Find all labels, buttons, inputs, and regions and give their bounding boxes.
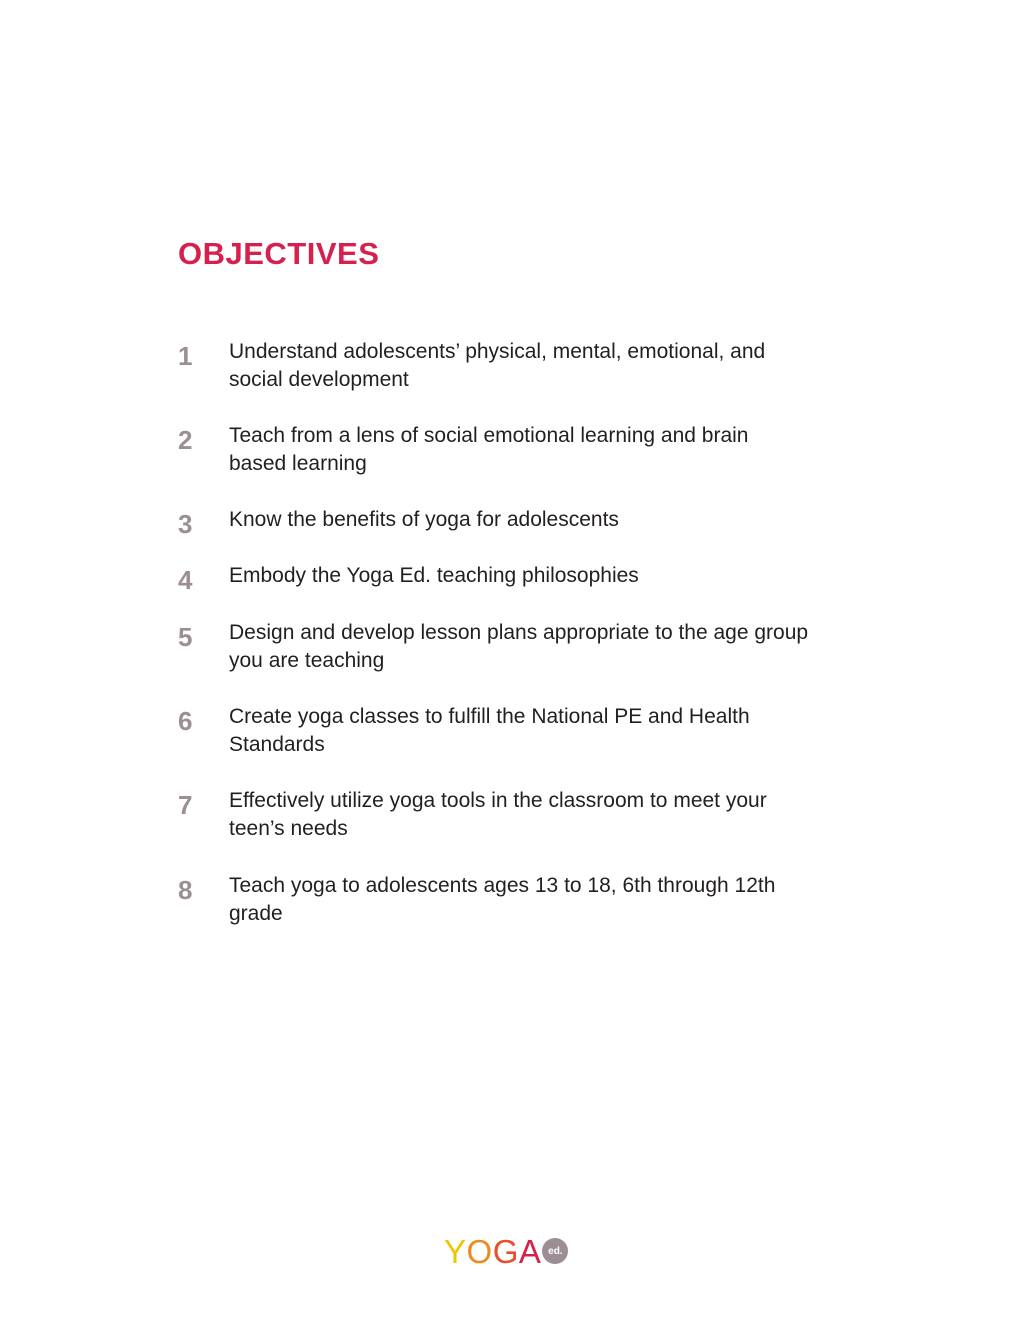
objective-number: 6 <box>178 706 193 736</box>
objective-text: Know the beneﬁts of yoga for adolescents <box>229 508 619 531</box>
objective-number: 4 <box>178 565 193 595</box>
objective-text: Effectively utilize yoga tools in the classroom to meet your teen’s needs <box>229 789 767 840</box>
objective-number: 1 <box>178 341 193 371</box>
logo-letter-y: Y <box>444 1233 467 1270</box>
objective-text: Teach yoga to adolescents ages 13 to 18, 6th through 12th grade <box>229 874 776 925</box>
logo-letter-o: O <box>466 1233 493 1270</box>
objective-number: 8 <box>178 875 193 905</box>
logo-badge: ed. <box>542 1238 568 1264</box>
logo-letter-g: G <box>492 1233 519 1270</box>
objective-text: Design and develop lesson plans appropriate to the age group you are teaching <box>229 621 809 672</box>
objective-text: Embody the Yoga Ed. teaching philosophies <box>229 564 639 587</box>
page-title: OBJECTIVES <box>178 236 380 271</box>
objective-number: 3 <box>178 509 193 539</box>
objective-number: 5 <box>178 622 193 652</box>
objective-text: Teach from a lens of social emotional learning and brain based learning <box>229 424 749 475</box>
objective-text: Understand adolescents’ physical, mental, emotional, and social development <box>229 340 766 391</box>
yoga-ed-logo <box>444 1234 568 1270</box>
objective-number: 2 <box>178 425 193 455</box>
objective-number: 7 <box>178 790 193 820</box>
objective-text: Create yoga classes to fulﬁll the National PE and Health Standards <box>229 705 750 756</box>
logo-letter-a: A <box>518 1233 542 1270</box>
